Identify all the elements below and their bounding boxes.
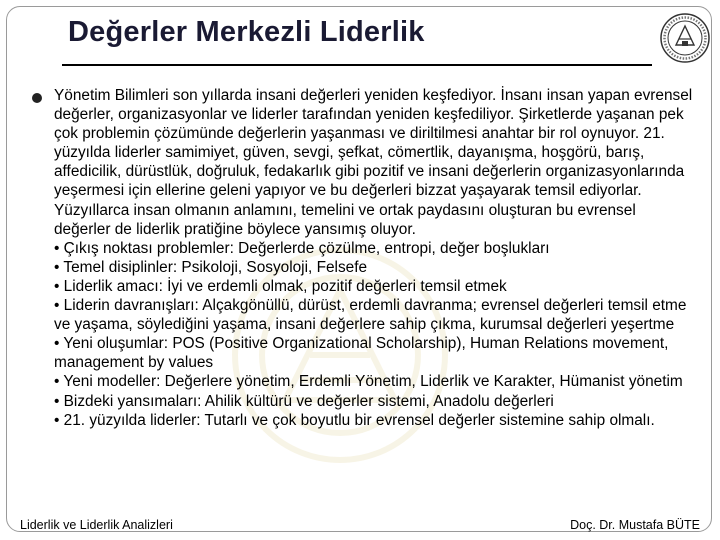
title-underline <box>62 64 652 66</box>
point-item: • Liderin davranışları: Alçakgönüllü, dürüst, erdemli davranma; evrensel değerleri temsil etme ve yaşama, söylediğini yaşama, insani değerlere sahip çıkma, kurumsal değerleri yeşertme <box>54 297 687 334</box>
point-item: • Liderlik amacı: İyi ve erdemli olmak, pozitif değerleri temsil etmek <box>54 277 507 295</box>
slide-title: Değerler Merkezli Liderlik <box>68 16 425 48</box>
point-item: • Çıkış noktası problemler: Değerlerde çözülme, entropi, değer boşlukları <box>54 239 550 257</box>
footer-author: Doç. Dr. Mustafa BÜTE <box>570 518 700 532</box>
point-item: • Bizdeki yansımaları: Ahilik kültürü ve değerler sistemi, Anadolu değerleri <box>54 392 554 410</box>
point-item: • Temel disiplinler: Psikoloji, Sosyoloji, Felsefe <box>54 258 368 276</box>
footer-course-title: Liderlik ve Liderlik Analizleri <box>20 518 173 532</box>
point-item: • Yeni modeller: Değerlere yönetim, Erdemli Yönetim, Liderlik ve Karakter, Hümanist yönetim <box>54 373 683 391</box>
point-item: • 21. yüzyılda liderler: Tutarlı ve çok boyutlu bir evrensel değerler sistemine sahip olmalı. <box>54 411 655 429</box>
bullet-dot-icon <box>32 93 42 103</box>
intro-paragraph: Yönetim Bilimleri son yıllarda insani değerleri yeniden keşfediyor. İnsanı insan yapan evrensel değerler, organizasyonlar ve liderler tarafından yeniden keşfediliyor. Şirketlerde yaşanan pek çok problemin çözümünde değerlerin yaşanması ve diriltilmesi anahtar bir rol oynuyor. 21. yüzyılda liderler samimiyet, güven, sevgi, şefkat, cömertlik, dayanışma, hoşgörü, barış, affedicilik, dürüstlük, doğruluk, fedakarlık gibi pozitif ve insani değerlerin organizasyonlarında yeşermesi için ellerine geleni yapıyor ve bu değerleri bizzat yaşayarak temsil ediyorlar. Yüzyıllarca insan olmanın anlamını, temelini ve ortak paydasını oluşturan bu evrensel değerler de liderlik pratiğine böylece yansımış oluyor. <box>54 87 693 238</box>
university-seal-icon <box>659 12 711 64</box>
point-item: • Yeni oluşumlar: POS (Positive Organizational Scholarship), Human Relations movement, management by values <box>54 335 669 372</box>
slide-body <box>54 86 694 430</box>
